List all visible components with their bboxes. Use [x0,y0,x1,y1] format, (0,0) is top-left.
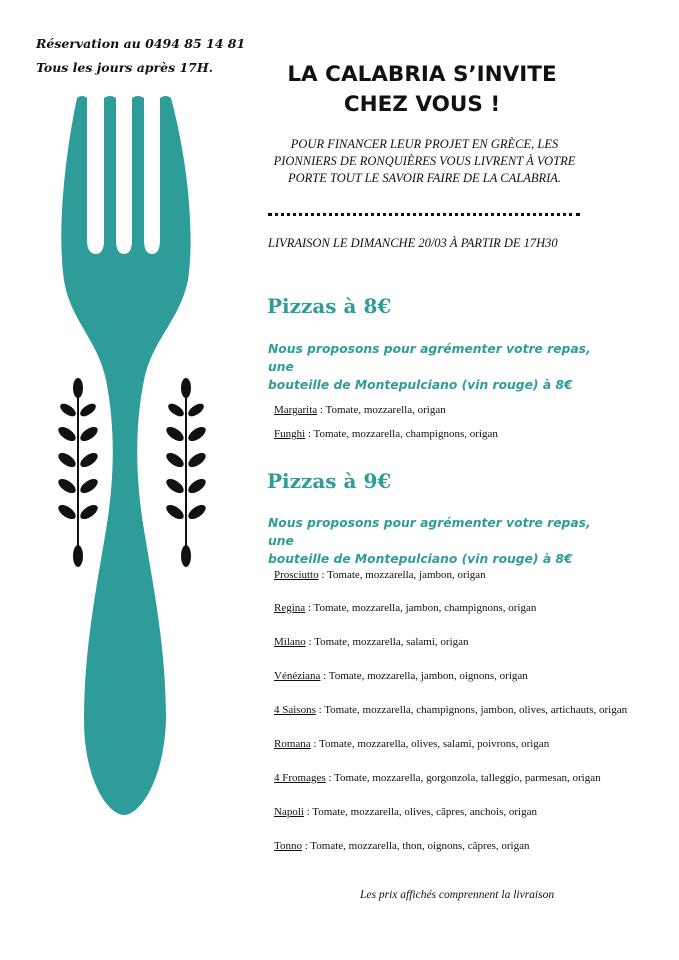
pizza-ingredients: : Tomate, mozzarella, champignons, origan [305,428,498,440]
pizza-name: Prosciutto [274,569,319,581]
pizza-name: Napoli [274,806,304,818]
delivery-info: LIVRAISON LE DIMANCHE 20/03 À PARTIR DE 17H30 [268,236,558,250]
intro-text: POUR FINANCER LEUR PROJET EN GRÈCE, LES PIONNIERS DE RONQUIÈRES VOUS LIVRENT À VOTRE PORTE TOUT LE SAVOIR FAIRE DE LA CALABRIA. [273,137,576,185]
sprig-left-icon [58,378,98,570]
pizza-item [274,840,529,852]
pizza-ingredients: : Tomate, mozzarella, olives, câpres, anchois, origan [303,806,537,818]
sprig-right-icon [166,378,206,570]
pizza-item [274,772,601,784]
opening-hours: Tous les jours après 17H. [36,60,214,75]
pizza-item [274,704,627,716]
title-line-2: CHEZ VOUS ! [343,92,501,117]
pizza-name: Milano [274,636,306,648]
pizza-item [274,670,528,682]
pizza-name: Romana [274,738,311,750]
pizza-ingredients: : Tomate, mozzarella, salami, origan [305,636,469,648]
pizza-name: Margarita [274,404,318,416]
pizza-ingredients: : Tomate, mozzarella, jambon, champignons, origan [305,602,537,614]
wine-promo-line: bouteille de Montepulciano (vin rouge) à 8€ [268,552,573,566]
pizza-name: 4 Fromages [274,772,326,784]
wine-promo-2 [268,514,598,568]
pizza-name: Regina [274,602,306,614]
pizza-ingredients: : Tomate, mozzarella, gorgonzola, talleggio, parmesan, origan [325,772,601,784]
footer-note: Les prix affichés comprennent la livraison [360,889,555,901]
reservation-phone: Réservation au 0494 85 14 81 [36,36,246,51]
pizza-name: Funghi [274,428,306,440]
section-title-8-euro: Pizzas à 8€ [267,294,392,318]
pizza-item [274,428,498,440]
wine-promo-line: Nous proposons pour agrémenter votre repas, une [268,516,591,548]
pizza-item [274,738,549,750]
pizza-ingredients: : Tomate, mozzarella, thon, oignons, câpres, origan [301,840,530,852]
page-title [262,60,582,120]
pizza-ingredients: : Tomate, mozzarella, champignons, jambon, olives, artichauts, origan [315,704,628,716]
pizza-ingredients: : Tomate, mozzarella, olives, salami, poivrons, origan [310,738,550,750]
section-title-9-euro: Pizzas à 9€ [267,469,392,493]
pizza-item [274,602,536,614]
pizza-item [274,636,469,648]
wine-promo-line: Nous proposons pour agrémenter votre repas, une [268,342,591,374]
pizza-ingredients: : Tomate, mozzarella, origan [317,404,446,416]
pizza-name: 4 Saisons [274,704,316,716]
pizza-item [274,806,537,818]
pizza-ingredients: : Tomate, mozzarella, jambon, oignons, origan [320,670,528,682]
wine-promo-1 [268,340,598,394]
pizza-item [274,569,486,581]
pizza-item [274,404,446,416]
pizza-ingredients: : Tomate, mozzarella, jambon, origan [318,569,486,581]
title-line-1: LA CALABRIA S’INVITE [287,62,557,87]
wine-promo-line: bouteille de Montepulciano (vin rouge) à 8€ [268,378,573,392]
dotted-divider [268,213,580,216]
pizza-name: Tonno [274,840,302,852]
pizza-name: Vénéziana [274,670,321,682]
